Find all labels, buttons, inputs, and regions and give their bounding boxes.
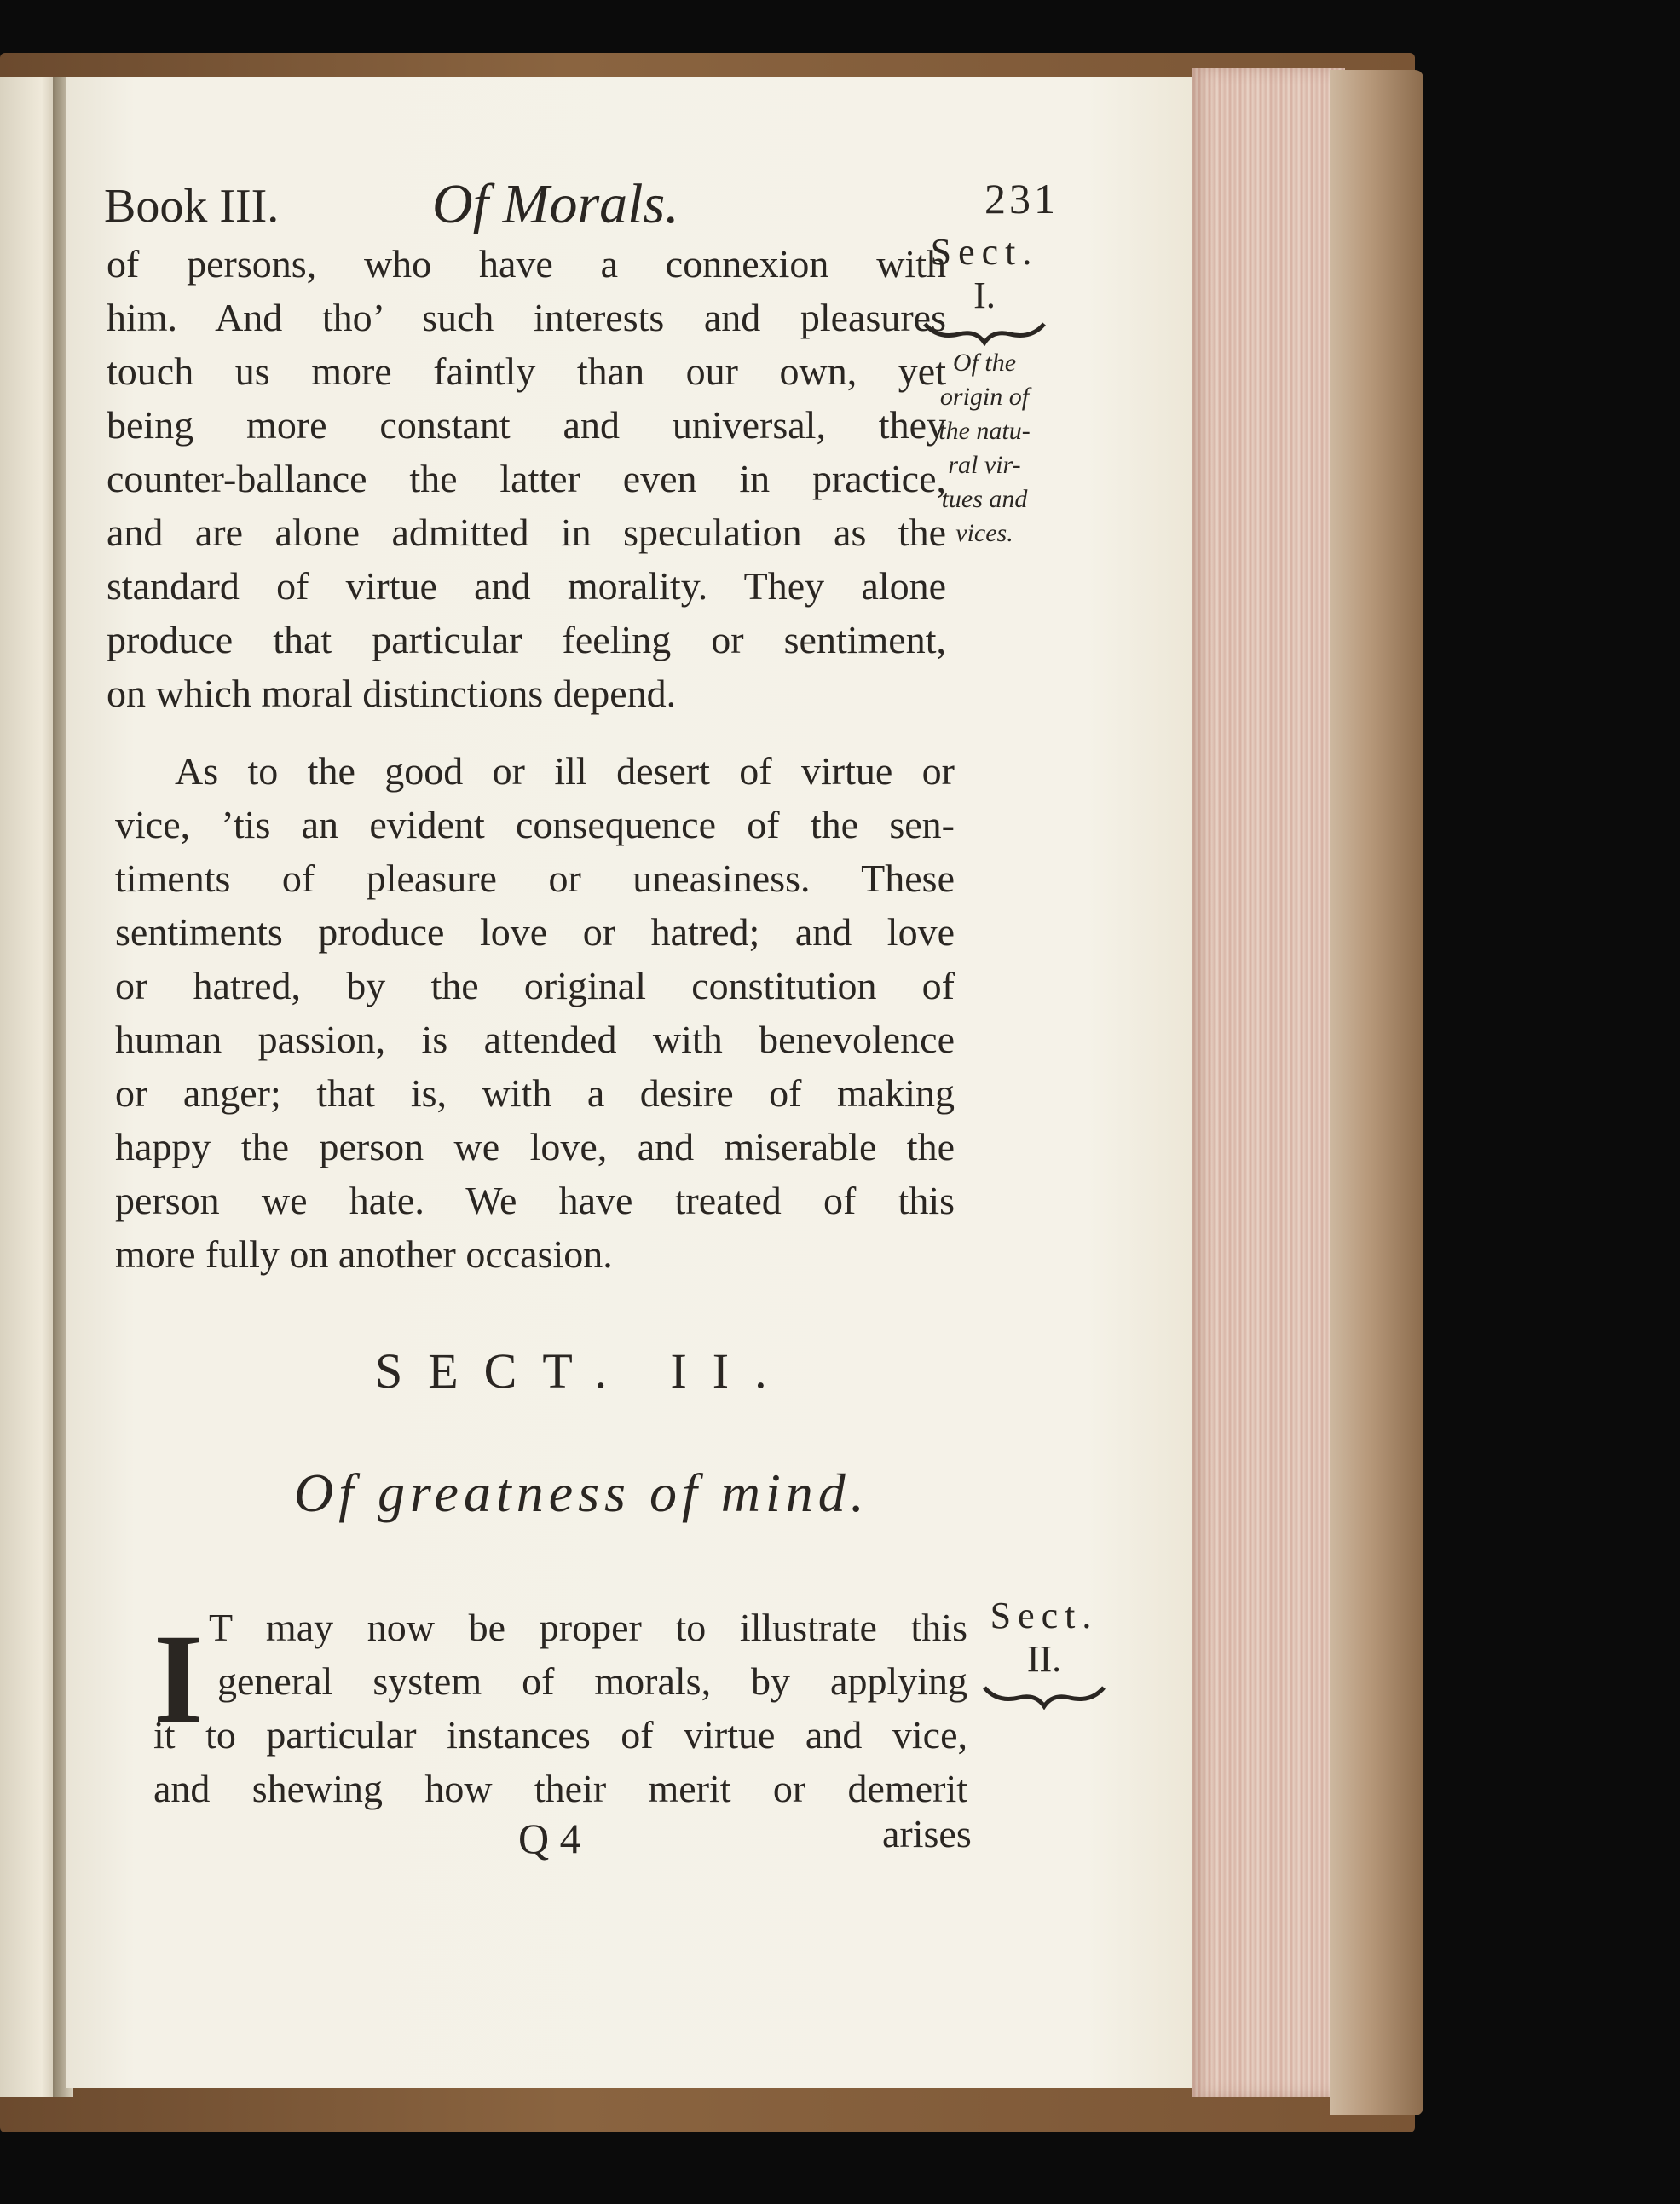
margin-sect-label: Sect.	[990, 1595, 1099, 1636]
text-line: vice, ’tis an evident consequence of the sen-	[115, 803, 955, 846]
section-heading: SECT. II.	[375, 1343, 793, 1399]
page-fore-edge	[1192, 68, 1345, 2097]
text-line: As to the good or ill desert of virtue or	[175, 749, 955, 793]
text-line: counter-ballance the latter even in practice,	[107, 457, 946, 500]
text-line: more fully on another occasion.	[115, 1232, 613, 1276]
margin-brace-icon	[980, 1681, 1108, 1710]
margin-note-line: Of the	[952, 349, 1017, 377]
text-line: touch us more faintly than our own, yet	[107, 349, 946, 393]
catchword: arises	[882, 1812, 972, 1855]
text-line: of persons, who have a connexion with	[107, 242, 946, 286]
text-line: standard of virtue and morality. They alone	[107, 564, 946, 608]
text-line: person we hate. We have treated of this	[115, 1179, 955, 1222]
text-line: sentiments produce love or hatred; and love	[115, 910, 955, 954]
text-line: or anger; that is, with a desire of making	[115, 1071, 955, 1115]
text-line: and are alone admitted in speculation as the	[107, 511, 946, 554]
text-line: him. And tho’ such interests and pleasures	[107, 296, 946, 339]
margin-note-line: origin of	[939, 383, 1030, 411]
text-line: general system of morals, by applying	[217, 1659, 967, 1703]
signature-mark: Q 4	[518, 1815, 581, 1862]
book-board-edge	[1330, 70, 1423, 2115]
text-line: or hatred, by the original constitution of	[115, 964, 955, 1007]
margin-note-line: tues and	[941, 485, 1028, 513]
margin-sect-number: II.	[1026, 1638, 1062, 1680]
text-line: T may now be proper to illustrate this	[209, 1606, 967, 1649]
margin-note-line: the natu-	[938, 417, 1031, 445]
text-line: on which moral distinctions depend.	[107, 672, 677, 715]
margin-note-line: vices.	[955, 519, 1013, 547]
drop-cap: I	[153, 1608, 204, 1750]
text-line: timents of pleasure or uneasiness. These	[115, 857, 955, 900]
running-head-title: Of Morals.	[432, 173, 679, 235]
text-line: happy the person we love, and miserable the	[115, 1125, 955, 1168]
page-number: 231	[984, 175, 1059, 222]
running-head	[104, 173, 1059, 239]
margin-note-line: ral vir-	[948, 451, 1021, 479]
margin-note-section-2	[967, 1594, 1121, 1710]
facing-page-edge	[0, 77, 60, 2097]
text-line: produce that particular feeling or sentiment,	[107, 618, 946, 661]
section-subtitle: Of greatness of mind.	[294, 1463, 869, 1523]
text-line: and shewing how their merit or demerit	[153, 1767, 967, 1810]
text-line: being more constant and universal, they	[107, 403, 946, 447]
text-line: human passion, is attended with benevolence	[115, 1018, 955, 1061]
margin-sect-label: Sect.	[930, 231, 1039, 273]
running-head-book: Book III.	[104, 180, 280, 233]
margin-sect-number: I.	[973, 274, 996, 316]
text-line: it to particular instances of virtue and vice,	[153, 1713, 967, 1757]
